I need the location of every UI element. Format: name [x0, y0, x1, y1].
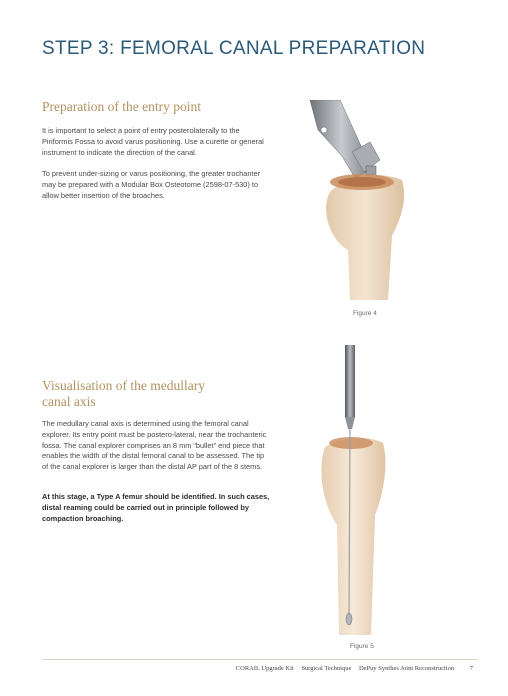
footer-product: CORAIL Upgrade Kit	[235, 665, 294, 672]
entry-point-paragraph-1: It is important to select a point of entry posterolaterally to the Piriformis Fossa to avoid varus positioning. Use a curette or general instrument to indicate the direction of the canal.	[42, 126, 264, 157]
page-title: STEP 3: FEMORAL CANAL PREPARATION	[42, 38, 426, 59]
medullary-axis-paragraph-2: At this stage, a Type A femur should be identified. In such cases, distal reaming could be carried out in principle followed by compaction broaching.	[42, 492, 270, 523]
figure-4-image	[300, 100, 420, 300]
section-heading-medullary-axis-line2: canal axis	[42, 394, 96, 409]
figure-5-caption: Figure 5	[350, 643, 374, 650]
page-number: 7	[469, 665, 473, 672]
section-heading-medullary-axis-line1: Visualisation of the medullary	[42, 378, 206, 393]
section-heading-entry-point: Preparation of the entry point	[42, 99, 201, 114]
medullary-axis-paragraph-1: The medullary canal axis is determined using the femoral canal explorer. Its entry point must be postero-lateral, near the trochanteric fossa. The canal explorer comprises an 8 mm “bullet” end piece that enables the width of the distal femoral canal to be assessed. The tip of the canal explorer is larger than the distal AP part of the 8 stems.	[42, 419, 267, 472]
footer-brand: DePuy Synthes Joint Reconstruction	[358, 665, 455, 672]
figure-4-caption: Figure 4	[353, 310, 377, 317]
entry-point-paragraph-2: To prevent under-sizing or varus positioning, the greater trochanter may be prepared with a Modular Box Osteotome (2598-07-530) to allow better insertion of the broaches.	[42, 169, 261, 200]
footer-rule	[42, 659, 478, 660]
footer-doc-type: Surgical Technique	[301, 665, 352, 672]
footer	[42, 665, 473, 672]
figure-5-image	[305, 345, 405, 635]
